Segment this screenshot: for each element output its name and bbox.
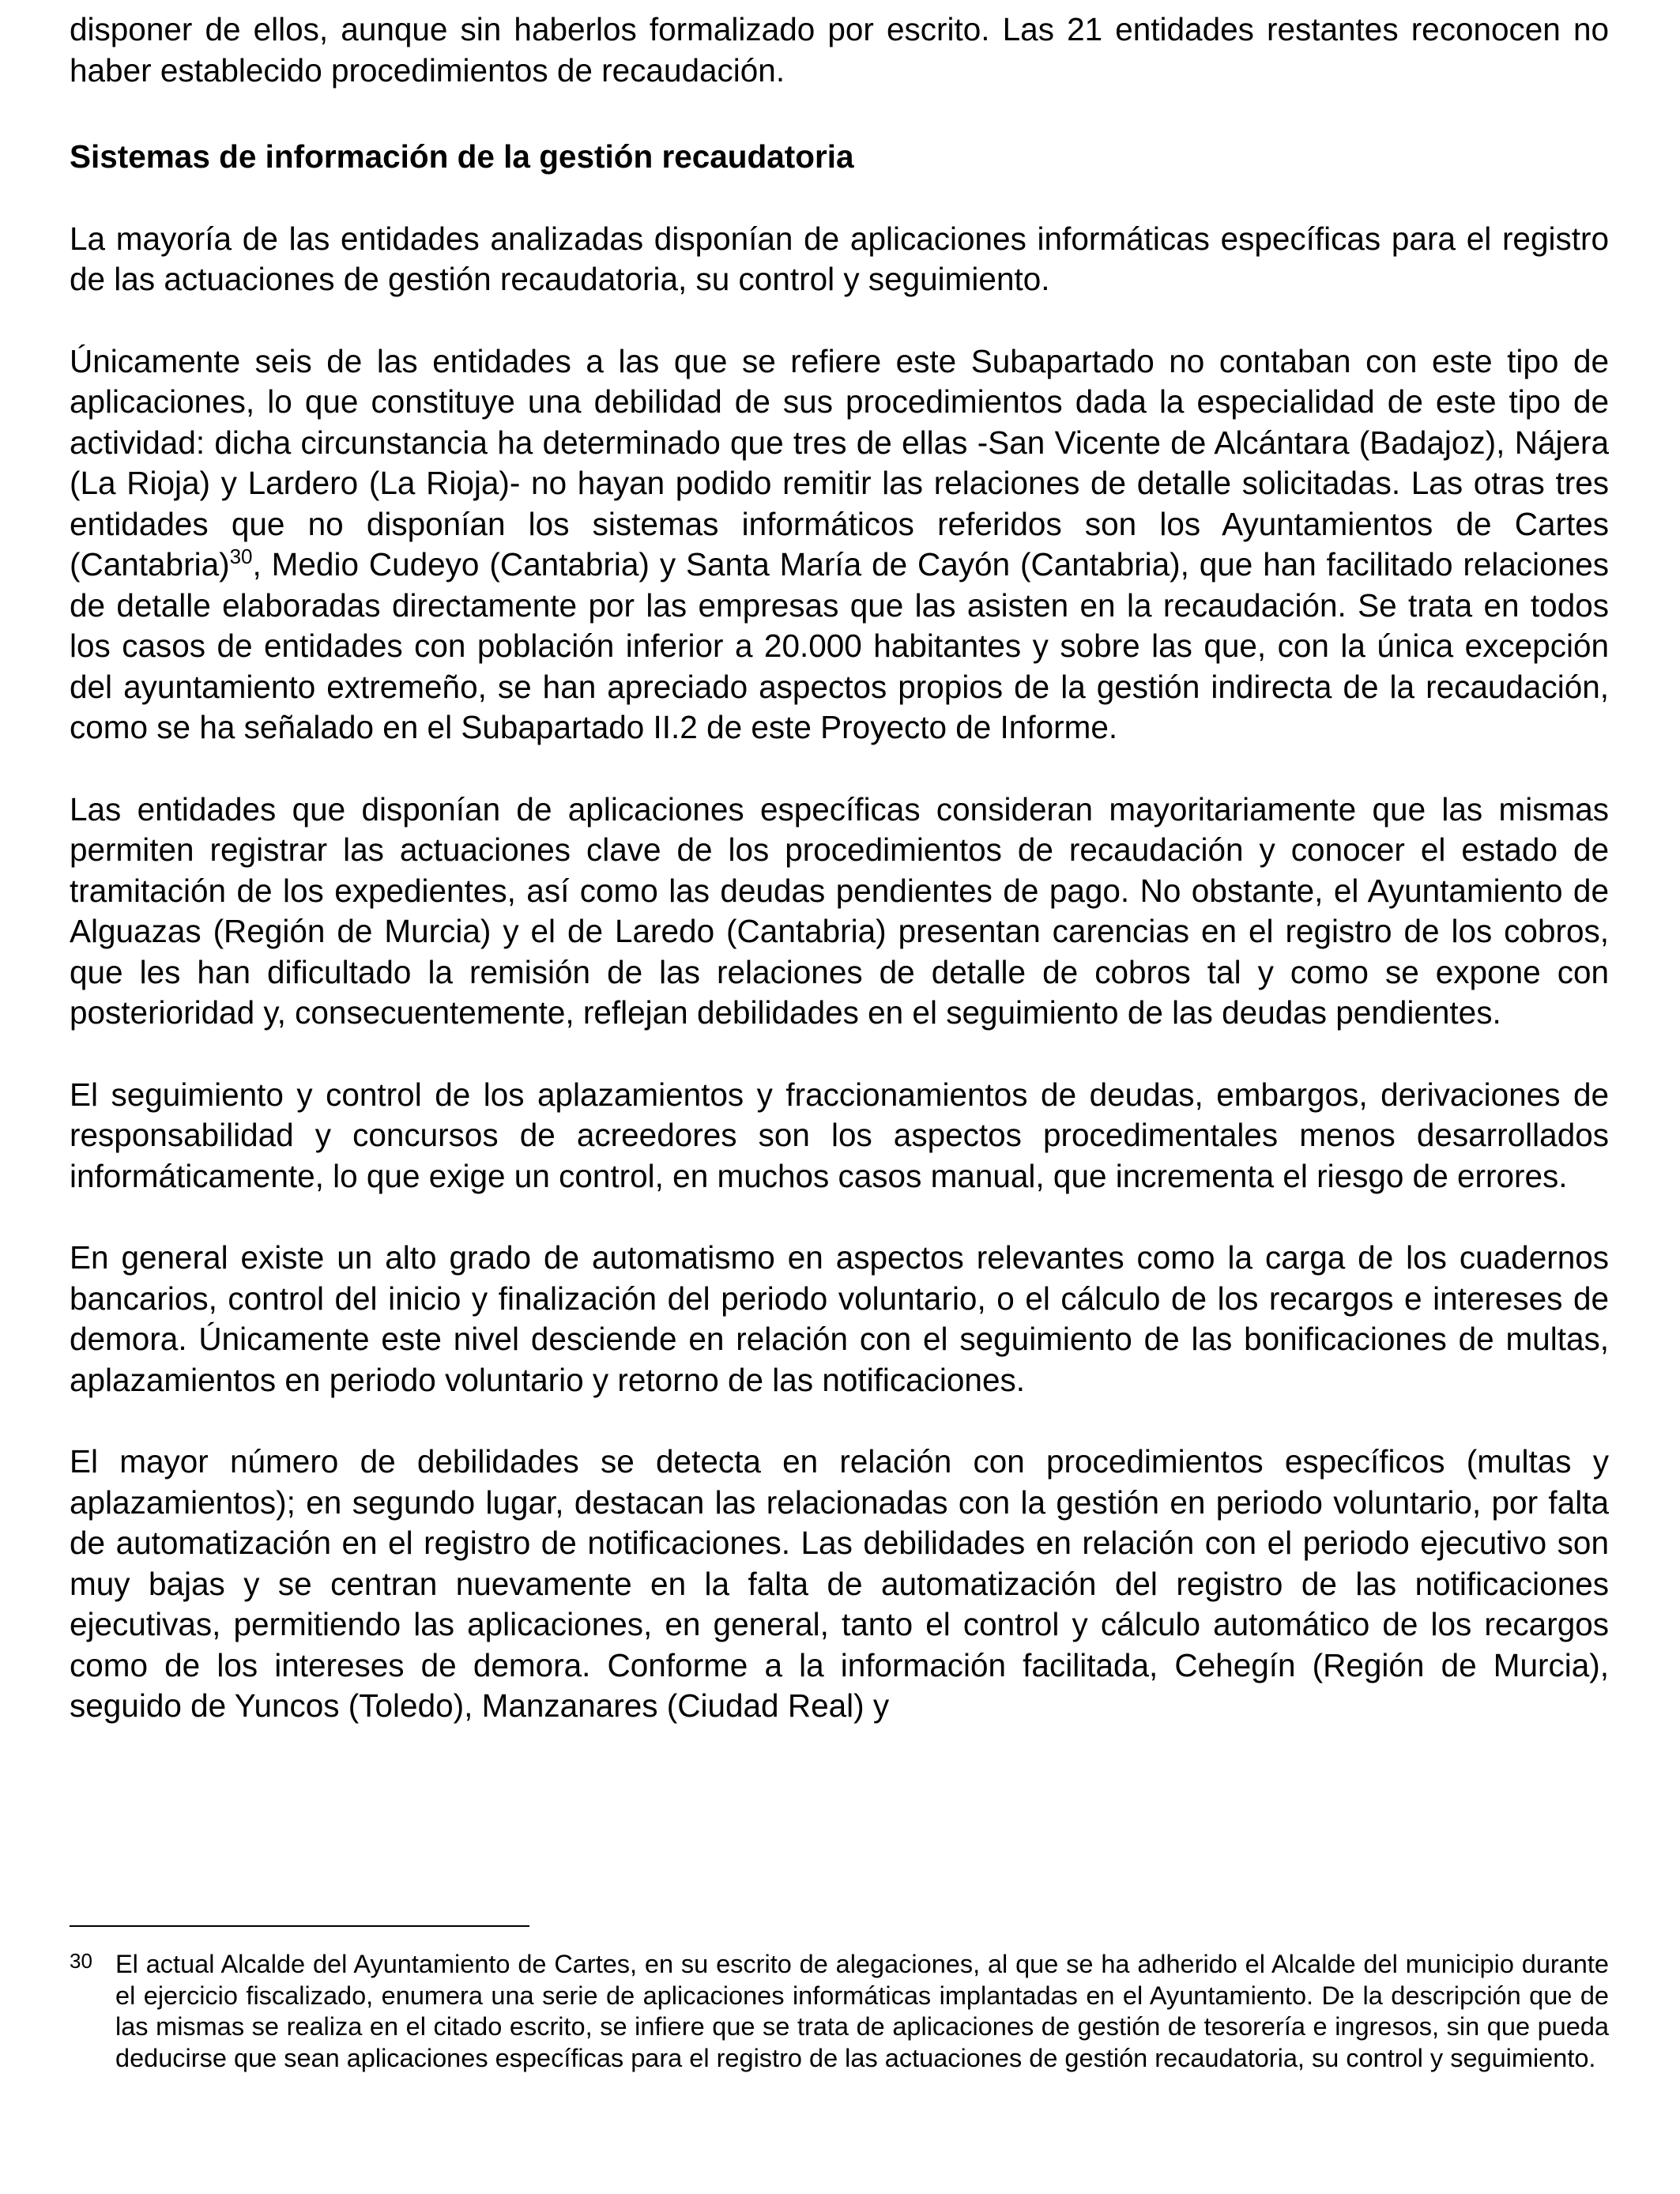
footnote [70,1949,1609,2074]
paragraph-5: En general existe un alto grado de automatismo en aspectos relevantes como la carga de los cuadernos bancarios, control del inicio y finalización del periodo voluntario, o el cálculo de los recargos e intereses de demora. Únicamente este nivel desciende en relación con el seguimiento de las bonificaciones de multas, aplazamientos en periodo voluntario y retorno de las notificaciones. [70,1239,1609,1398]
paragraph-3: Las entidades que disponían de aplicaciones específicas consideran mayoritariamente que las mismas permiten registrar las actuaciones clave de los procedimientos de recaudación y conocer el estado de tramitación de los expedientes, así como las deudas pendientes de pago. No obstante, el Ayuntamiento de Alguazas (Región de Murcia) y el de Laredo (Cantabria) presentan carencias en el registro de los cobros, que les han dificultado la remisión de las relaciones de detalle de cobros tal y como se expone con posterioridad y, consecuentemente, reflejan debilidades en el seguimiento de las deudas pendientes. [70,790,1609,1031]
paragraph-2-text-a: Únicamente seis de las entidades a las que se refiere este Subapartado no contaban con este tipo de aplicaciones, lo que constituye una debilidad de sus procedimientos dada la especialidad de este tipo de actividad: dicha circunstancia ha determinado que tres de ellas -San Vicente de Alcántara (Badajoz), Nájera (La Rioja) y Lardero (La Rioja)- no hayan podido remitir las relaciones de detalle solicitadas. Las otras tres entidades que no disponían los sistemas informáticos referidos son los Ayuntamientos de Cartes (Cantabria) [70,342,1609,582]
section-heading: Sistemas de información de la gestión recaudatoria [70,138,854,175]
paragraph-1: La mayoría de las entidades analizadas disponían de aplicaciones informáticas específicas para el registro de las actuaciones de gestión recaudatoria, su control y seguimiento. [70,220,1609,297]
footnote-separator [70,1925,529,1927]
paragraph-4: El seguimiento y control de los aplazamientos y fraccionamientos de deudas, embargos, derivaciones de responsabilidad y concursos de acreedores son los aspectos procedimentales menos desarrollados informáticamente, lo que exige un control, en muchos casos manual, que incrementa el riesgo de errores. [70,1076,1609,1194]
footnote-reference[interactable]: 30 [229,545,253,568]
document-body [70,9,1609,1727]
paragraph-2-text-b: , Medio Cudeyo (Cantabria) y Santa María de Cayón (Cantabria), que han facilitado relaciones de detalle elaboradas directamente por las empresas que las asisten en la recaudación. Se trata en todos los casos de entidades con población inferior a 20.000 habitantes y sobre las que, con la única excepción del ayuntamiento extremeño, se han apreciado aspectos propios de la gestión indirecta de la recaudación, como se ha señalado en el Subapartado II.2 de este Proyecto de Informe. [70,546,1609,745]
paragraph-6: El mayor número de debilidades se detecta en relación con procedimientos específicos (multas y aplazamientos); en segundo lugar, destacan las relacionadas con la gestión en periodo voluntario, por falta de automatización en el registro de notificaciones. Las debilidades en relación con el periodo ejecutivo son muy bajas y se centran nuevamente en la falta de automatización del registro de las notificaciones ejecutivas, permitiendo las aplicaciones, en general, tanto el control y cálculo automático de los recargos como de los intereses de demora. Conforme a la información facilitada, Cehegín (Región de Murcia), seguido de Yuncos (Toledo), Manzanares (Ciudad Real) y [70,1443,1609,1724]
paragraph-2 [70,341,1609,748]
paragraph-continuation: disponer de ellos, aunque sin haberlos formalizado por escrito. Las 21 entidades restantes reconocen no haber establecido procedimientos de recaudación. [70,11,1609,89]
footnote-number: 30 [70,1949,92,1973]
footnote-text: El actual Alcalde del Ayuntamiento de Cartes, en su escrito de alegaciones, al que se ha adherido el Alcalde del municipio durante el ejercicio fiscalizado, enumera una serie de aplicaciones informáticas implantadas en el Ayuntamiento. De la descripción que de las mismas se realiza en el citado escrito, se infiere que se trata de aplicaciones de gestión de tesorería e ingresos, sin que pueda deducirse que sean aplicaciones específicas para el registro de las actuaciones de gestión recaudatoria, su control y seguimiento. [115,1950,1609,2072]
